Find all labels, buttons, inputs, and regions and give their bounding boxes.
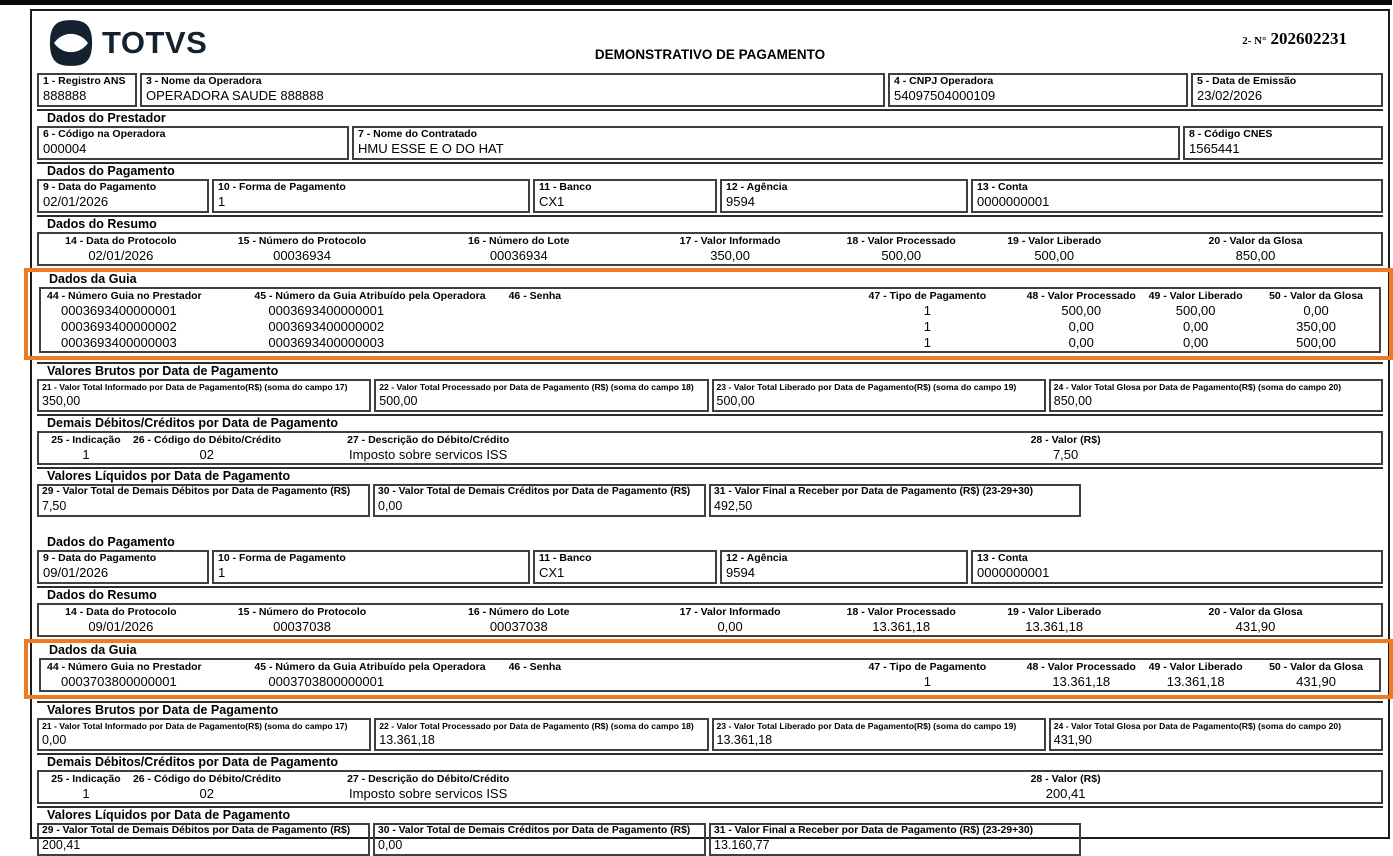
guia-cell: 500,00 bbox=[1175, 303, 1216, 318]
guia-header-cell: 49 - Valor Liberado bbox=[1148, 661, 1243, 673]
field-value: 000004 bbox=[43, 141, 87, 156]
resumo-value-cell: 500,00 bbox=[881, 248, 922, 263]
section-title: Dados do Resumo bbox=[47, 217, 157, 231]
field-label: 5 - Data de Emissão bbox=[1197, 75, 1297, 87]
field-label: 30 - Valor Total de Demais Créditos por Data de Pagamento (R$) bbox=[378, 486, 691, 497]
field-codigo-cnes bbox=[1183, 126, 1383, 160]
section-title: Dados do Pagamento bbox=[47, 164, 175, 178]
field-valor-final bbox=[709, 823, 1081, 856]
field-data-pagamento bbox=[37, 179, 209, 213]
field-conta bbox=[971, 179, 1383, 213]
resumo-value-cell: 00036934 bbox=[489, 248, 548, 263]
guia-header-cell: 47 - Tipo de Pagamento bbox=[868, 290, 987, 302]
section-resumo-1 bbox=[37, 215, 1383, 266]
spacer bbox=[576, 772, 885, 786]
brutos-row bbox=[37, 718, 1383, 751]
guia-header-cell: 44 - Número Guia no Prestador bbox=[47, 290, 202, 302]
resumo-table bbox=[37, 603, 1383, 637]
guia-cell: 1 bbox=[923, 319, 931, 334]
field-value: 09/01/2026 bbox=[43, 565, 109, 580]
spacer bbox=[576, 786, 885, 802]
guia-cell: 0003693400000002 bbox=[268, 319, 385, 334]
guia-cell bbox=[503, 674, 831, 690]
debitos-header-cell: 27 - Descrição do Débito/Crédito bbox=[347, 434, 510, 446]
guia-cell: 0003693400000003 bbox=[268, 335, 385, 350]
section-title: Dados do Pagamento bbox=[47, 535, 175, 549]
guia-header-cell: 50 - Valor da Glosa bbox=[1269, 661, 1364, 673]
field-value: 431,90 bbox=[1053, 733, 1092, 747]
debitos-header-cell: 25 - Indicação bbox=[51, 434, 121, 446]
liquidos-row bbox=[37, 484, 1383, 517]
field-label: 29 - Valor Total de Demais Débitos por Data de Pagamento (R$) bbox=[42, 486, 351, 497]
section-brutos-1 bbox=[37, 362, 1383, 412]
guia-cell: 0,00 bbox=[1182, 335, 1209, 350]
field-agencia bbox=[720, 179, 968, 213]
spacer bbox=[576, 447, 885, 463]
field-total-informado bbox=[37, 379, 371, 412]
field-label: 21 - Valor Total Informado por Data de Pagamento(R$) (soma do campo 17) bbox=[42, 721, 348, 731]
field-value: 23/02/2026 bbox=[1197, 88, 1263, 103]
document-number bbox=[1242, 29, 1347, 49]
resumo-value-cell: 00036934 bbox=[273, 248, 331, 263]
spacer bbox=[576, 433, 885, 447]
guia-header-cell: 48 - Valor Processado bbox=[1026, 290, 1136, 302]
section-liquidos-1 bbox=[37, 467, 1383, 517]
field-value: 54097504000109 bbox=[894, 88, 996, 103]
spacer bbox=[1247, 433, 1381, 447]
resumo-header-cell: 18 - Valor Processado bbox=[846, 235, 956, 247]
field-value: 7,50 bbox=[42, 499, 67, 513]
field-label: 11 - Banco bbox=[539, 552, 592, 564]
field-value: 500,00 bbox=[379, 394, 418, 408]
guia-cell: 0,00 bbox=[1303, 303, 1329, 318]
resumo-table bbox=[37, 232, 1383, 266]
guia-header-cell: 49 - Valor Liberado bbox=[1148, 290, 1243, 302]
field-value: 492,50 bbox=[714, 499, 753, 513]
guia-cell: 500,00 bbox=[1296, 335, 1336, 350]
field-label: 22 - Valor Total Processado por Data de Pagamento (R$) (soma do campo 18) bbox=[379, 721, 694, 731]
field-banco bbox=[533, 179, 717, 213]
field-forma-pagamento bbox=[212, 550, 530, 584]
guia-cell: 500,00 bbox=[1061, 303, 1102, 318]
brutos-row bbox=[37, 379, 1383, 412]
resumo-header-cell: 19 - Valor Liberado bbox=[1007, 606, 1102, 618]
block-gap bbox=[37, 519, 1383, 535]
guia-cell: 1 bbox=[923, 335, 931, 350]
field-total-processado bbox=[374, 718, 708, 751]
section-brutos-2 bbox=[37, 701, 1383, 751]
field-data-emissao bbox=[1191, 73, 1383, 107]
resumo-header-cell: 18 - Valor Processado bbox=[846, 606, 956, 618]
section-pagamento-1 bbox=[37, 162, 1383, 213]
field-value: 0000000001 bbox=[977, 565, 1050, 580]
field-value: CX1 bbox=[539, 565, 565, 580]
guia-header-cell: 47 - Tipo de Pagamento bbox=[868, 661, 987, 673]
section-title: Dados da Guia bbox=[49, 643, 137, 657]
resumo-value-cell: 09/01/2026 bbox=[88, 619, 154, 634]
section-debitos-1 bbox=[37, 414, 1383, 465]
debitos-header-cell: 25 - Indicação bbox=[51, 773, 121, 785]
guia-header-cell: 45 - Número da Guia Atribuído pela Operadora bbox=[254, 290, 486, 302]
field-total-debitos bbox=[37, 823, 370, 856]
field-value: HMU ESSE E O DO HAT bbox=[358, 141, 504, 156]
field-total-liberado bbox=[712, 718, 1046, 751]
guia-header-cell: 46 - Senha bbox=[508, 290, 562, 302]
field-value: 0000000001 bbox=[977, 194, 1050, 209]
resumo-value-cell: 850,00 bbox=[1235, 248, 1276, 263]
resumo-value-cell: 0,00 bbox=[717, 619, 743, 634]
field-label: 23 - Valor Total Liberado por Data de Pagamento(R$) (soma do campo 19) bbox=[716, 721, 1017, 731]
guia-cell bbox=[503, 335, 831, 351]
field-label: 31 - Valor Final a Receber por Data de Pagamento (R$) (23-29+30) bbox=[714, 486, 1034, 497]
resumo-header-cell: 15 - Número do Protocolo bbox=[237, 235, 367, 247]
resumo-header-cell: 14 - Data do Protocolo bbox=[65, 606, 177, 618]
pagamento-row bbox=[37, 550, 1383, 584]
operadora-row bbox=[37, 73, 1383, 107]
field-label: 10 - Forma de Pagamento bbox=[218, 552, 346, 564]
guia-cell bbox=[503, 319, 831, 335]
guia-cell bbox=[503, 303, 831, 319]
resumo-header-cell: 20 - Valor da Glosa bbox=[1208, 235, 1303, 247]
prestador-row bbox=[37, 126, 1383, 160]
debitos-value-cell: Imposto sobre servicos ISS bbox=[349, 447, 508, 462]
debitos-header-cell: 26 - Código do Débito/Crédito bbox=[132, 434, 282, 446]
debitos-header-cell: 26 - Código do Débito/Crédito bbox=[132, 773, 282, 785]
field-label: 23 - Valor Total Liberado por Data de Pagamento(R$) (soma do campo 19) bbox=[716, 382, 1017, 392]
debitos-value-cell: 02 bbox=[199, 447, 214, 462]
debitos-value-cell: 1 bbox=[82, 447, 90, 462]
document-number-value: 202602231 bbox=[1270, 29, 1347, 48]
guia-header-cell: 45 - Número da Guia Atribuído pela Operadora bbox=[254, 661, 486, 673]
resumo-value-cell: 13.361,18 bbox=[1025, 619, 1084, 634]
field-value: OPERADORA SAUDE 888888 bbox=[146, 88, 324, 103]
field-nome-contratado bbox=[352, 126, 1180, 160]
guia-cell: 0003693400000002 bbox=[61, 319, 177, 334]
field-value: 13.361,18 bbox=[379, 733, 435, 747]
guia-cell: 1 bbox=[923, 303, 931, 318]
field-label: 24 - Valor Total Glosa por Data de Pagamento(R$) (soma do campo 20) bbox=[1053, 721, 1342, 731]
field-agencia bbox=[720, 550, 968, 584]
resumo-header-cell: 16 - Número do Lote bbox=[467, 235, 570, 247]
guia-cell: 0003703800000001 bbox=[61, 674, 177, 689]
guia-header-cell: 46 - Senha bbox=[508, 661, 562, 673]
guia-cell: 350,00 bbox=[1296, 319, 1336, 334]
field-value: 850,00 bbox=[1053, 394, 1092, 408]
debitos-table bbox=[37, 770, 1383, 804]
spacer bbox=[1247, 772, 1381, 786]
debitos-header-cell: 28 - Valor (R$) bbox=[1030, 773, 1101, 785]
field-codigo-operadora bbox=[37, 126, 349, 160]
resumo-value-cell: 500,00 bbox=[1034, 248, 1075, 263]
field-label: 21 - Valor Total Informado por Data de Pagamento(R$) (soma do campo 17) bbox=[42, 382, 348, 392]
field-conta bbox=[971, 550, 1383, 584]
field-label: 9 - Data do Pagamento bbox=[43, 181, 157, 193]
field-value: 1565441 bbox=[1189, 141, 1240, 156]
field-label: 9 - Data do Pagamento bbox=[43, 552, 157, 564]
field-total-glosa bbox=[1049, 718, 1383, 751]
field-label: 1 - Registro ANS bbox=[43, 75, 126, 87]
resumo-value-cell: 00037038 bbox=[273, 619, 331, 634]
guia-highlight-box-2 bbox=[24, 639, 1393, 699]
debitos-value-cell: Imposto sobre servicos ISS bbox=[349, 786, 508, 801]
guia-header-cell: 50 - Valor da Glosa bbox=[1269, 290, 1364, 302]
document-sheet bbox=[30, 9, 1390, 852]
field-value: 9594 bbox=[726, 565, 755, 580]
field-total-debitos bbox=[37, 484, 370, 517]
field-label: 4 - CNPJ Operadora bbox=[894, 75, 994, 87]
resumo-header-cell: 19 - Valor Liberado bbox=[1007, 235, 1102, 247]
section-title: Dados do Prestador bbox=[47, 111, 166, 125]
field-label: 7 - Nome do Contratado bbox=[358, 128, 478, 140]
resumo-value-cell: 350,00 bbox=[710, 248, 750, 263]
field-label: 12 - Agência bbox=[726, 181, 788, 193]
field-total-creditos bbox=[373, 484, 706, 517]
spacer bbox=[1247, 786, 1381, 802]
field-value: 1 bbox=[218, 194, 226, 209]
section-title: Dados do Resumo bbox=[47, 588, 157, 602]
field-label: 6 - Código na Operadora bbox=[43, 128, 166, 140]
field-label: 12 - Agência bbox=[726, 552, 788, 564]
guia-table bbox=[39, 658, 1381, 692]
section-resumo-2 bbox=[37, 586, 1383, 637]
resumo-header-cell: 14 - Data do Protocolo bbox=[65, 235, 177, 247]
field-forma-pagamento bbox=[212, 179, 530, 213]
guia-cell: 0003693400000001 bbox=[268, 303, 385, 318]
section-title: Demais Débitos/Créditos por Data de Pagamento bbox=[47, 416, 339, 430]
field-value: 200,41 bbox=[42, 838, 81, 852]
section-title: Valores Líquidos por Data de Pagamento bbox=[47, 469, 291, 483]
resumo-header-cell: 15 - Número do Protocolo bbox=[237, 606, 367, 618]
field-label: 8 - Código CNES bbox=[1189, 128, 1273, 140]
field-total-glosa bbox=[1049, 379, 1383, 412]
field-label: 3 - Nome da Operadora bbox=[146, 75, 262, 87]
field-value: 13.361,18 bbox=[716, 733, 773, 747]
field-value: 500,00 bbox=[716, 394, 755, 408]
guia-cell: 0,00 bbox=[1068, 319, 1094, 334]
field-total-liberado bbox=[712, 379, 1046, 412]
field-label: 13 - Conta bbox=[977, 552, 1028, 564]
resumo-header-cell: 17 - Valor Informado bbox=[679, 235, 781, 247]
guia-cell: 0003693400000001 bbox=[61, 303, 177, 318]
totvs-logo-text: TOTVS bbox=[102, 25, 208, 60]
debitos-value-cell: 200,41 bbox=[1045, 786, 1086, 801]
section-title: Demais Débitos/Créditos por Data de Pagamento bbox=[47, 755, 339, 769]
field-data-pagamento bbox=[37, 550, 209, 584]
field-label: 10 - Forma de Pagamento bbox=[218, 181, 346, 193]
field-label: 30 - Valor Total de Demais Créditos por Data de Pagamento (R$) bbox=[378, 825, 691, 836]
resumo-value-cell: 13.361,18 bbox=[872, 619, 931, 634]
guia-cell: 431,90 bbox=[1296, 674, 1336, 689]
field-valor-final bbox=[709, 484, 1081, 517]
top-rule bbox=[0, 0, 1392, 5]
debitos-header-cell: 27 - Descrição do Débito/Crédito bbox=[347, 773, 510, 785]
resumo-header-cell: 17 - Valor Informado bbox=[679, 606, 781, 618]
field-registro-ans bbox=[37, 73, 137, 107]
section-liquidos-2 bbox=[37, 806, 1383, 856]
field-value: 02/01/2026 bbox=[43, 194, 109, 209]
field-value: 0,00 bbox=[378, 499, 403, 513]
guia-highlight-box-1 bbox=[24, 268, 1393, 360]
field-label: 29 - Valor Total de Demais Débitos por Data de Pagamento (R$) bbox=[42, 825, 351, 836]
page-title: DEMONSTRATIVO DE PAGAMENTO bbox=[594, 47, 826, 62]
field-total-informado bbox=[37, 718, 371, 751]
guia-cell: 13.361,18 bbox=[1166, 674, 1225, 689]
section-pagamento-2 bbox=[37, 535, 1383, 584]
guia-cell: 0003693400000003 bbox=[61, 335, 177, 350]
resumo-header-cell: 20 - Valor da Glosa bbox=[1208, 606, 1303, 618]
field-label: 11 - Banco bbox=[539, 181, 592, 193]
field-value: 1 bbox=[218, 565, 226, 580]
guia-header-cell: 44 - Número Guia no Prestador bbox=[47, 661, 202, 673]
resumo-value-cell: 02/01/2026 bbox=[88, 248, 154, 263]
field-value: 350,00 bbox=[42, 394, 81, 408]
debitos-value-cell: 02 bbox=[199, 786, 214, 801]
document-header bbox=[37, 11, 1383, 73]
field-value: 0,00 bbox=[378, 838, 403, 852]
document-number-label: 2- N° bbox=[1242, 35, 1267, 47]
section-title: Valores Líquidos por Data de Pagamento bbox=[47, 808, 291, 822]
debitos-value-cell: 7,50 bbox=[1052, 447, 1079, 462]
field-value: 13.160,77 bbox=[714, 838, 770, 852]
section-debitos-2 bbox=[37, 753, 1383, 804]
field-value: 9594 bbox=[726, 194, 755, 209]
spacer bbox=[1247, 447, 1381, 463]
guia-cell: 1 bbox=[923, 674, 931, 689]
field-total-creditos bbox=[373, 823, 706, 856]
section-prestador bbox=[37, 109, 1383, 160]
resumo-value-cell: 431,90 bbox=[1235, 619, 1276, 634]
guia-cell: 0,00 bbox=[1068, 335, 1094, 350]
guia-cell: 13.361,18 bbox=[1052, 674, 1111, 689]
field-total-processado bbox=[374, 379, 708, 412]
field-label: 13 - Conta bbox=[977, 181, 1028, 193]
field-label: 31 - Valor Final a Receber por Data de Pagamento (R$) (23-29+30) bbox=[714, 825, 1034, 836]
guia-cell: 0003703800000001 bbox=[268, 674, 385, 689]
guia-table bbox=[39, 287, 1381, 353]
pagamento-row bbox=[37, 179, 1383, 213]
liquidos-row bbox=[37, 823, 1383, 856]
section-title: Valores Brutos por Data de Pagamento bbox=[47, 703, 279, 717]
section-title: Valores Brutos por Data de Pagamento bbox=[47, 364, 279, 378]
field-cnpj-operadora bbox=[888, 73, 1188, 107]
field-value: CX1 bbox=[539, 194, 565, 209]
debitos-header-cell: 28 - Valor (R$) bbox=[1030, 434, 1101, 446]
guia-cell: 0,00 bbox=[1182, 319, 1209, 334]
field-value: 888888 bbox=[43, 88, 87, 103]
guia-header-cell: 48 - Valor Processado bbox=[1026, 661, 1136, 673]
field-nome-operadora bbox=[140, 73, 885, 107]
debitos-table bbox=[37, 431, 1383, 465]
field-label: 24 - Valor Total Glosa por Data de Pagamento(R$) (soma do campo 20) bbox=[1053, 382, 1342, 392]
resumo-header-cell: 16 - Número do Lote bbox=[467, 606, 570, 618]
section-title: Dados da Guia bbox=[49, 272, 137, 286]
resumo-value-cell: 00037038 bbox=[489, 619, 548, 634]
debitos-value-cell: 1 bbox=[82, 786, 90, 801]
field-value: 0,00 bbox=[42, 733, 67, 747]
field-label: 22 - Valor Total Processado por Data de Pagamento (R$) (soma do campo 18) bbox=[379, 382, 694, 392]
field-banco bbox=[533, 550, 717, 584]
